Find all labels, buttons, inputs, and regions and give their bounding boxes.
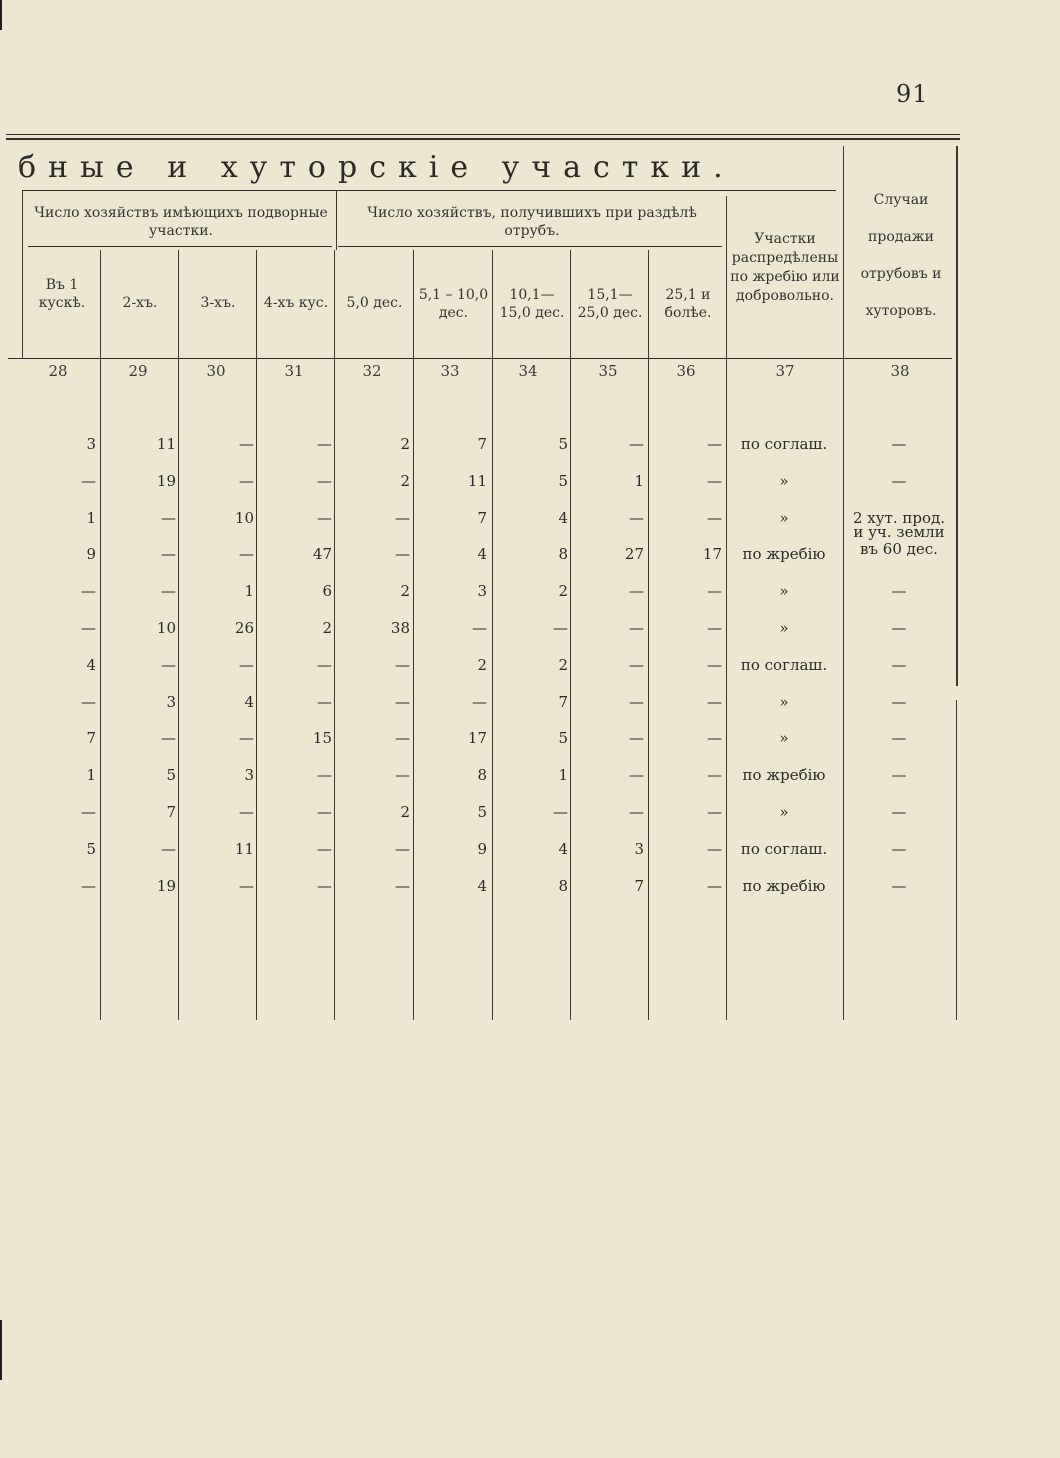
table-cell-col37: » xyxy=(779,619,789,637)
subheader-5-des: 5,0 дес. xyxy=(346,295,403,311)
table-cell-col29: — xyxy=(161,840,176,858)
table-cell-col28: 4 xyxy=(86,656,96,674)
table-cell-col33: — xyxy=(472,619,487,637)
table-cell-col29: — xyxy=(161,656,176,674)
column-separator xyxy=(492,250,493,1020)
table-cell-col28: 1 xyxy=(86,509,96,527)
table-cell-col29: 7 xyxy=(166,803,176,821)
table-cell-col34: 2 xyxy=(558,582,568,600)
section-title: бные и хуторскіе участки. xyxy=(18,150,735,185)
table-cell-col29: 5 xyxy=(166,766,176,784)
top-rule-thin xyxy=(6,134,960,135)
table-cell-col30: — xyxy=(239,803,254,821)
table-cell-col38: и уч. земли въ 60 дес. xyxy=(853,523,945,558)
table-cell-col33: 2 xyxy=(477,656,487,674)
table-cell-col31: 6 xyxy=(322,582,332,600)
table-cell-col38: — xyxy=(891,619,907,637)
column-separator xyxy=(956,700,957,1020)
table-cell-col38: 2 хут. прод. xyxy=(852,509,946,527)
table-cell-col28: — xyxy=(81,582,96,600)
table-cell-col31: — xyxy=(317,840,332,858)
table-cell-col36: — xyxy=(707,472,722,490)
table-cell-col31: — xyxy=(317,803,332,821)
table-cell-col33: 9 xyxy=(477,840,487,858)
table-cell-col31: — xyxy=(317,693,332,711)
table-cell-col32: — xyxy=(395,545,410,563)
table-cell-col37: » xyxy=(779,472,789,490)
table-cell-col30: 3 xyxy=(244,766,254,784)
table-cell-col38: — xyxy=(891,840,907,858)
column-number: 38 xyxy=(890,362,910,380)
table-cell-col34: — xyxy=(553,803,568,821)
subheader-5-10-des: 5,1 – 10,0 дес. xyxy=(418,287,489,321)
table-cell-col35: — xyxy=(629,766,644,784)
subheader-15-25-des: 15,1—25,0 дес. xyxy=(577,287,643,321)
table-cell-col38: — xyxy=(891,435,907,453)
table-cell-col33: 8 xyxy=(477,766,487,784)
table-cell-col28: — xyxy=(81,693,96,711)
column-number: 32 xyxy=(362,362,382,380)
table-cell-col37: по соглаш. xyxy=(740,840,828,858)
header-bottom-rule xyxy=(8,358,952,359)
table-cell-col28: — xyxy=(81,803,96,821)
table-cell-col30: 26 xyxy=(234,619,254,637)
table-cell-col30: 4 xyxy=(244,693,254,711)
page-edge-mark xyxy=(0,1320,2,1380)
table-cell-col35: 3 xyxy=(634,840,644,858)
table-cell-col35: — xyxy=(629,619,644,637)
table-cell-col33: 7 xyxy=(477,509,487,527)
top-rule-thick xyxy=(6,138,960,140)
table-cell-col37: » xyxy=(779,693,789,711)
table-cell-col32: — xyxy=(395,840,410,858)
table-cell-col29: 19 xyxy=(156,472,176,490)
table-cell-col29: — xyxy=(161,545,176,563)
title-underline xyxy=(22,190,836,191)
table-cell-col29: — xyxy=(161,509,176,527)
right-frame xyxy=(956,146,958,686)
table-cell-col33: 4 xyxy=(477,877,487,895)
table-cell-col32: 2 xyxy=(400,582,410,600)
table-cell-col32: — xyxy=(395,693,410,711)
table-cell-col33: — xyxy=(472,693,487,711)
table-cell-col32: — xyxy=(395,877,410,895)
table-cell-col29: 19 xyxy=(156,877,176,895)
table-cell-col35: 27 xyxy=(624,545,644,563)
table-cell-col36: — xyxy=(707,693,722,711)
column-separator xyxy=(334,250,335,1020)
table-cell-col35: — xyxy=(629,729,644,747)
table-cell-col28: 3 xyxy=(86,435,96,453)
table-cell-col33: 11 xyxy=(467,472,487,490)
table-cell-col31: — xyxy=(317,656,332,674)
table-cell-col37: по соглаш. xyxy=(740,656,828,674)
table-cell-col28: 7 xyxy=(86,729,96,747)
table-cell-col30: 11 xyxy=(234,840,254,858)
column-number: 34 xyxy=(518,362,538,380)
column-separator xyxy=(100,250,101,1020)
column-number: 29 xyxy=(128,362,148,380)
table-cell-col30: 1 xyxy=(244,582,254,600)
table-cell-col36: — xyxy=(707,877,722,895)
table-cell-col38: — xyxy=(891,693,907,711)
table-cell-col30: 10 xyxy=(234,509,254,527)
subheader-2-pieces: 2-хъ. xyxy=(122,295,158,311)
table-cell-col28: 1 xyxy=(86,766,96,784)
table-cell-col37: » xyxy=(779,729,789,747)
table-cell-col32: 2 xyxy=(400,435,410,453)
subheader-4-pieces: 4-хъ кус. xyxy=(263,295,329,311)
table-cell-col33: 3 xyxy=(477,582,487,600)
table-cell-col32: — xyxy=(395,509,410,527)
table-cell-col34: 8 xyxy=(558,877,568,895)
header-separator xyxy=(22,190,23,358)
table-cell-col34: 7 xyxy=(558,693,568,711)
table-cell-col31: 15 xyxy=(312,729,332,747)
table-cell-col38: — xyxy=(891,472,907,490)
subheader-3-pieces: 3-хъ. xyxy=(200,295,236,311)
table-cell-col28: — xyxy=(81,619,96,637)
subheader-10-15-des: 10,1—15,0 дес. xyxy=(499,287,565,321)
table-cell-col35: — xyxy=(629,435,644,453)
table-cell-col38: — xyxy=(891,656,907,674)
table-cell-col34: 4 xyxy=(558,840,568,858)
table-cell-col29: 10 xyxy=(156,619,176,637)
table-cell-col38: — xyxy=(891,582,907,600)
page-number: 91 xyxy=(896,80,929,108)
table-cell-col34: 5 xyxy=(558,472,568,490)
table-cell-col30: — xyxy=(239,877,254,895)
table-cell-col35: — xyxy=(629,803,644,821)
column-separator xyxy=(843,358,844,1020)
table-cell-col38: — xyxy=(891,729,907,747)
table-cell-col34: 5 xyxy=(558,729,568,747)
table-cell-col36: — xyxy=(707,619,722,637)
group-b-underline xyxy=(338,246,722,247)
column-separator xyxy=(178,250,179,1020)
table-cell-col34: — xyxy=(553,619,568,637)
column-number: 28 xyxy=(48,362,68,380)
subheader-25-plus: 25,1 и болѣе. xyxy=(664,287,712,321)
table-cell-col31: — xyxy=(317,435,332,453)
table-cell-col35: — xyxy=(629,693,644,711)
table-cell-col28: 5 xyxy=(86,840,96,858)
table-cell-col29: 11 xyxy=(156,435,176,453)
table-cell-col31: — xyxy=(317,766,332,784)
table-cell-col31: 47 xyxy=(312,545,332,563)
table-cell-col37: » xyxy=(779,803,789,821)
table-cell-col31: 2 xyxy=(322,619,332,637)
table-cell-col35: — xyxy=(629,509,644,527)
table-cell-col33: 17 xyxy=(467,729,487,747)
table-cell-col36: — xyxy=(707,435,722,453)
header-separator xyxy=(843,146,844,358)
table-cell-col36: — xyxy=(707,840,722,858)
table-cell-col34: 1 xyxy=(558,766,568,784)
table-cell-col32: 2 xyxy=(400,803,410,821)
table-cell-col29: — xyxy=(161,729,176,747)
column-number: 33 xyxy=(440,362,460,380)
subheader-1-piece: Въ 1 кускѣ. xyxy=(38,277,86,311)
table-cell-col32: — xyxy=(395,729,410,747)
header-group-a: Число хозяйствъ имѣющихъ подворные участки. xyxy=(34,205,328,239)
column-separator xyxy=(256,250,257,1020)
table-cell-col37: » xyxy=(779,509,789,527)
table-cell-col29: 3 xyxy=(166,693,176,711)
table-cell-col32: — xyxy=(395,766,410,784)
header-col37: Участки распредѣлены по жребію или добровольно. xyxy=(730,231,840,304)
table-cell-col29: — xyxy=(161,582,176,600)
table-cell-col30: — xyxy=(239,435,254,453)
table-cell-col36: 17 xyxy=(702,545,722,563)
table-cell-col28: — xyxy=(81,472,96,490)
table-cell-col37: по соглаш. xyxy=(740,435,828,453)
column-number: 36 xyxy=(676,362,696,380)
table-cell-col31: — xyxy=(317,877,332,895)
table-cell-col30: — xyxy=(239,545,254,563)
table-cell-col34: 4 xyxy=(558,509,568,527)
column-number: 31 xyxy=(284,362,304,380)
table-cell-col28: — xyxy=(81,877,96,895)
table-cell-col38: — xyxy=(891,766,907,784)
table-cell-col30: — xyxy=(239,472,254,490)
table-cell-col35: 1 xyxy=(634,472,644,490)
table-cell-col33: 5 xyxy=(477,803,487,821)
header-group-b: Число хозяйствъ, получившихъ при раздѣлѣ отрубъ. xyxy=(367,205,697,239)
header-col38: Случаи продажи отрубовъ и хуторовъ. xyxy=(860,192,942,319)
table-cell-col30: — xyxy=(239,656,254,674)
group-a-underline xyxy=(28,246,332,247)
table-cell-col38: — xyxy=(891,803,907,821)
table-cell-col32: 2 xyxy=(400,472,410,490)
table-cell-col35: — xyxy=(629,582,644,600)
column-separator xyxy=(648,250,649,1020)
table-cell-col37: по жребію xyxy=(742,545,826,563)
column-number: 35 xyxy=(598,362,618,380)
table-cell-col36: — xyxy=(707,766,722,784)
table-cell-col30: — xyxy=(239,729,254,747)
table-cell-col36: — xyxy=(707,729,722,747)
table-cell-col37: » xyxy=(779,582,789,600)
table-cell-col34: 8 xyxy=(558,545,568,563)
table-cell-col38: — xyxy=(891,877,907,895)
column-separator xyxy=(413,250,414,1020)
table-cell-col35: — xyxy=(629,656,644,674)
table-cell-col31: — xyxy=(317,472,332,490)
table-cell-col36: — xyxy=(707,509,722,527)
column-number: 30 xyxy=(206,362,226,380)
column-separator xyxy=(570,250,571,1020)
header-separator xyxy=(336,190,337,250)
table-cell-col36: — xyxy=(707,803,722,821)
table-cell-col35: 7 xyxy=(634,877,644,895)
table-cell-col33: 7 xyxy=(477,435,487,453)
table-cell-col32: 38 xyxy=(390,619,410,637)
table-cell-col34: 5 xyxy=(558,435,568,453)
table-cell-col31: — xyxy=(317,509,332,527)
table-cell-col37: по жребію xyxy=(742,877,826,895)
column-number: 37 xyxy=(775,362,795,380)
column-separator xyxy=(726,196,727,1020)
table-cell-col36: — xyxy=(707,582,722,600)
table-cell-col33: 4 xyxy=(477,545,487,563)
table-cell-col32: — xyxy=(395,656,410,674)
table-cell-col37: по жребію xyxy=(742,766,826,784)
table-cell-col28: 9 xyxy=(86,545,96,563)
page-edge-mark xyxy=(0,0,2,30)
table-cell-col36: — xyxy=(707,656,722,674)
table-cell-col34: 2 xyxy=(558,656,568,674)
